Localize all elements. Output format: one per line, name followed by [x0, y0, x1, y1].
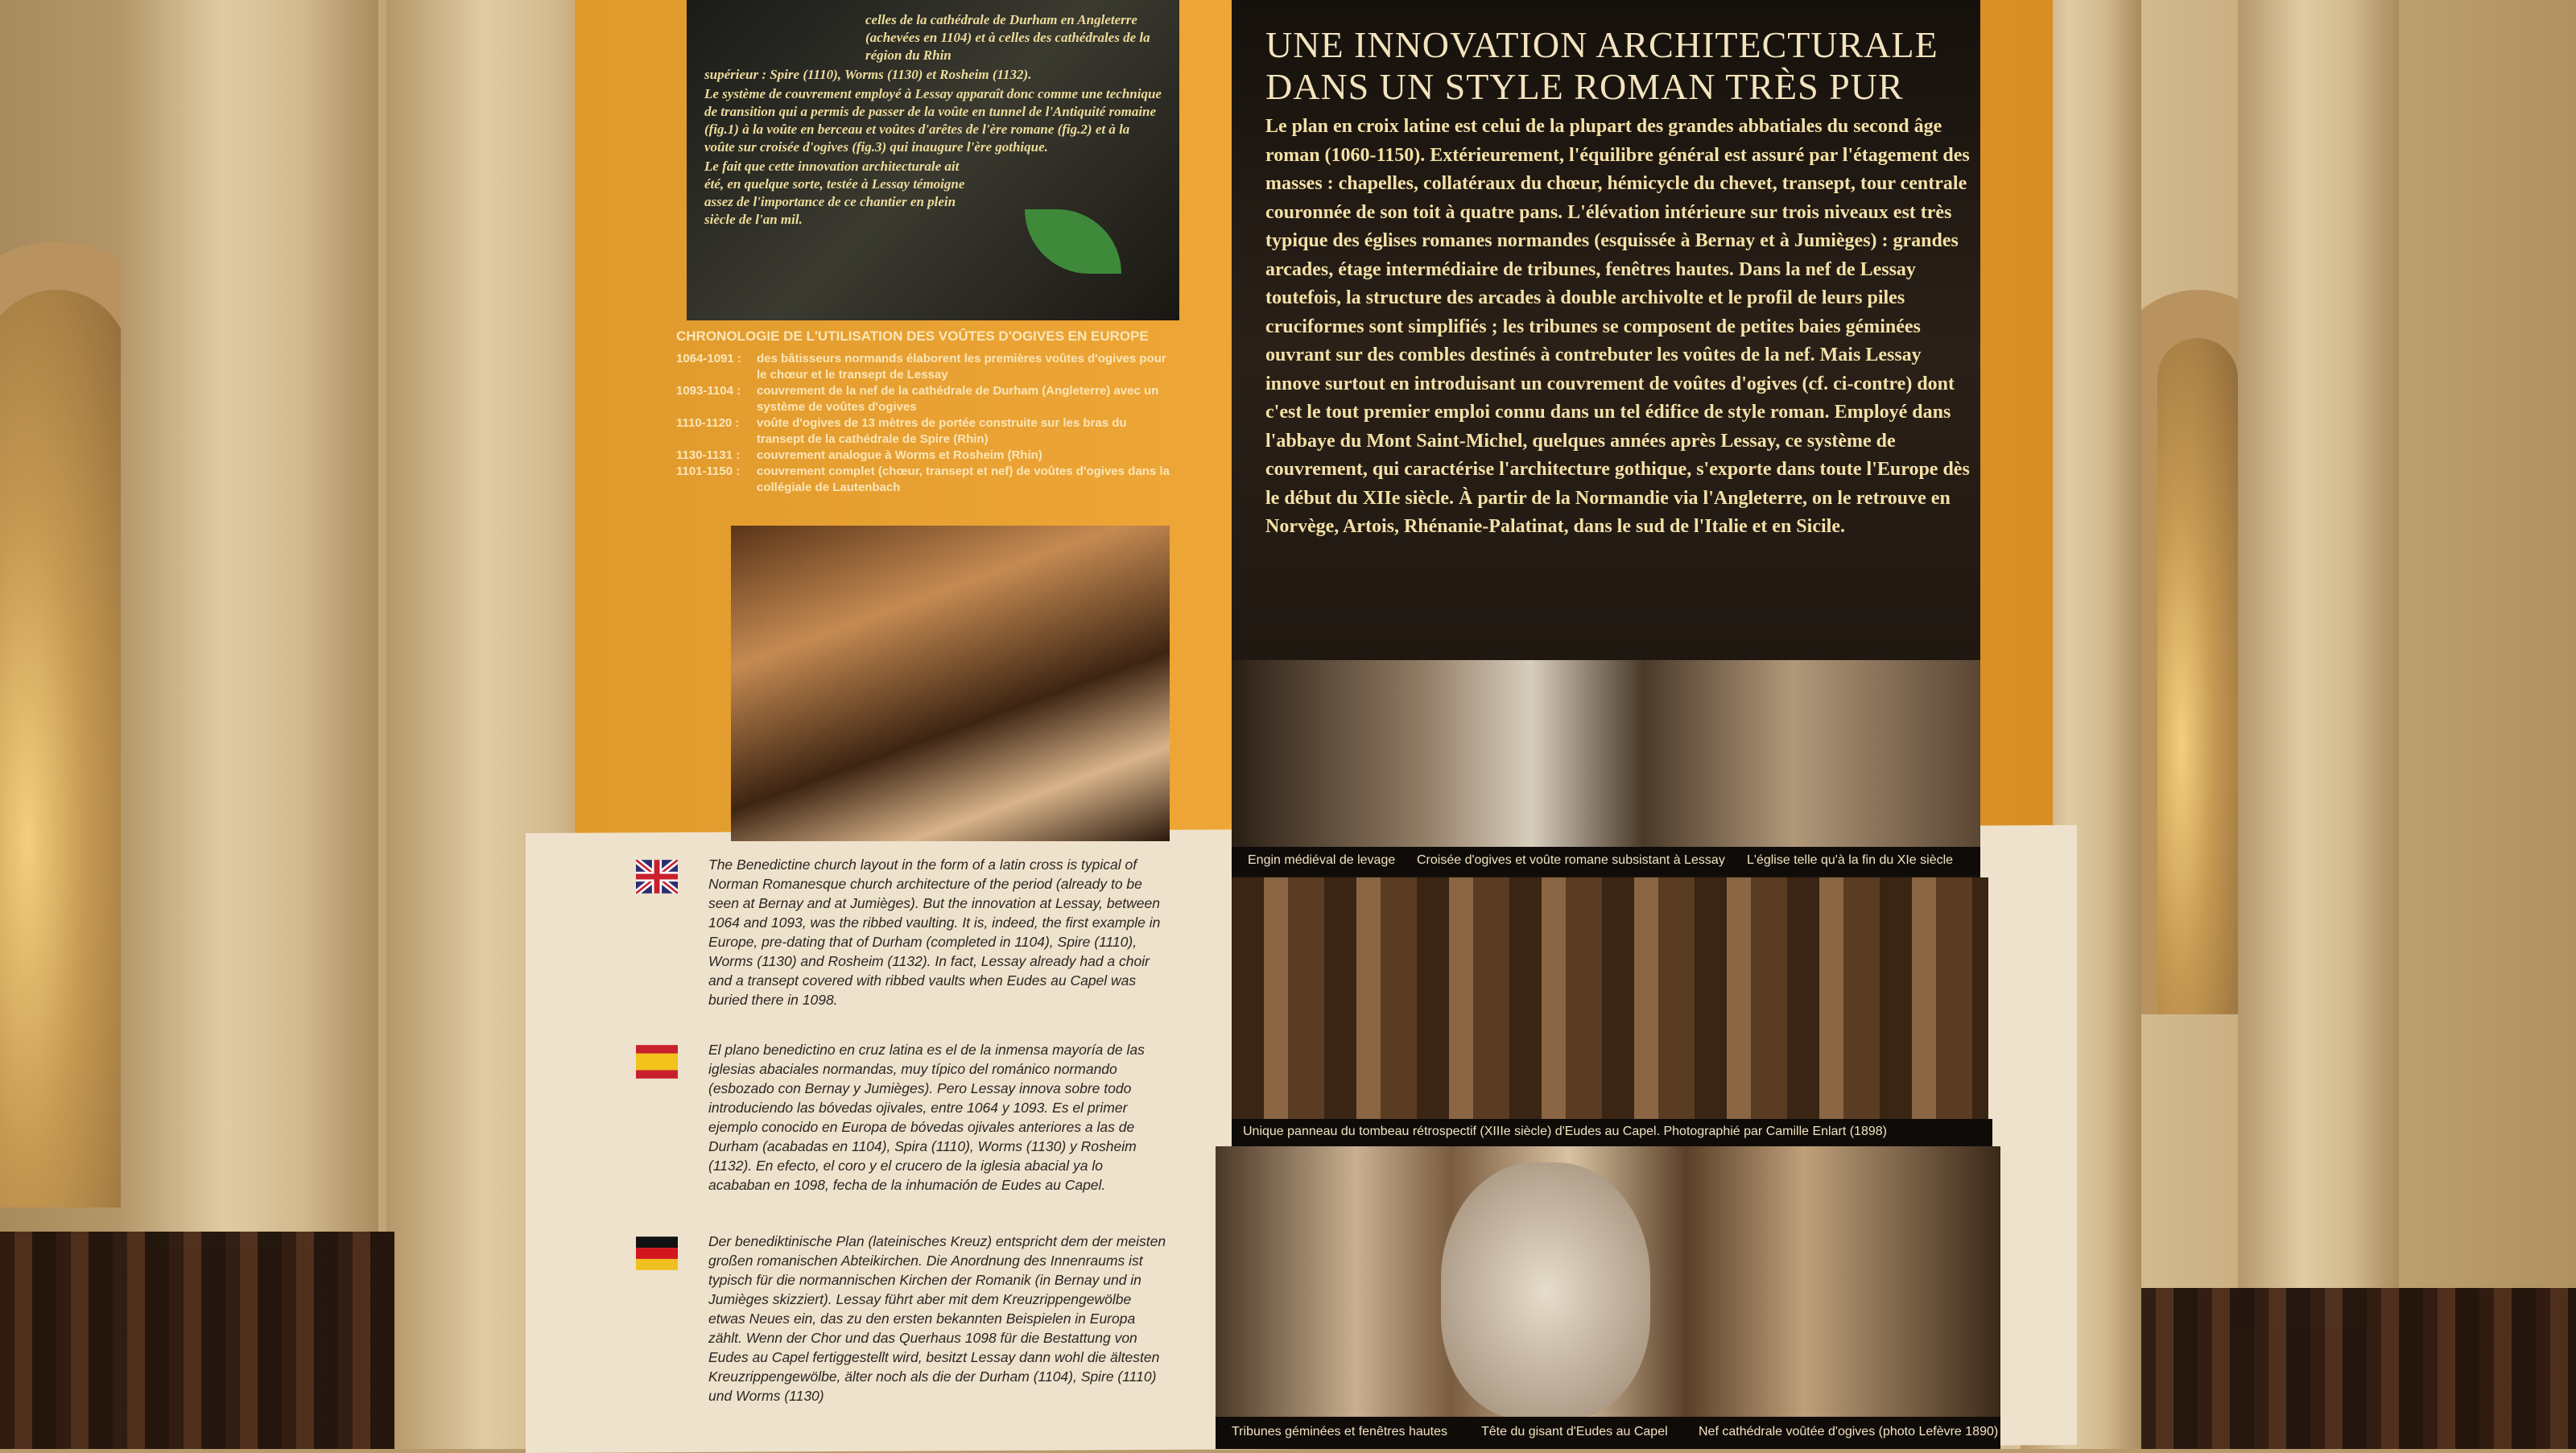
intro-paragraph: supérieur : Spire (1110), Worms (1130) et Rosheim (1132).: [704, 67, 1032, 82]
chronology-text: voûte d'ogives de 13 mètres de portée construite sur les bras du transept de la cathédrale de Spire (Rhin): [757, 416, 1127, 446]
chronology: [676, 328, 1175, 496]
translation-spanish: [636, 1040, 1167, 1195]
caption-bar: [1216, 1417, 2000, 1449]
chairs-left: [0, 1232, 394, 1449]
intro-paragraph: celles de la cathédrale de Durham en Angleterre (achevées en 1104) et à celles des cathédrales de la région du Rhin: [865, 12, 1150, 63]
chronology-text: couvrement analogue à Worms et Rosheim (Rhin): [757, 448, 1042, 462]
chronology-years: 1110-1120 :: [676, 416, 740, 430]
chronology-years: 1093-1104 :: [676, 384, 741, 398]
chronology-text: des bâtisseurs normands élaborent les premières voûtes d'ogives pour le chœur et le transept de Lessay: [757, 352, 1166, 382]
intro-paragraph: Le système de couvrement employé à Lessay apparaît donc comme une technique de transition qui a permis de passer de la voûte en tunnel de l'Antiquité romaine (fig.1) à la voûte en berceau et voûtes d'arêtes de l'ère romane (fig.2) et à la voûte sur croisée d'ogives (fig.3) qui inaugure l'ère gothique.: [704, 86, 1162, 155]
spain-flag-icon: [636, 1045, 678, 1079]
chronology-text: couvrement complet (chœur, transept et nef) de voûtes d'ogives dans la collégiale de Lautenbach: [757, 464, 1170, 494]
chronology-title: CHRONOLOGIE DE L'UTILISATION DES VOÛTES D'OGIVES EN EUROPE: [676, 328, 1149, 344]
intro-paragraph: Le fait que cette innovation architecturale ait été, en quelque sorte, testée à Lessay témoigne assez de l'importance de ce chantier en plein siècle de l'an mil.: [704, 159, 965, 227]
chronology-years: 1130-1131 :: [676, 448, 741, 462]
poster-title: [1265, 24, 1938, 108]
translation-text: Der benediktinische Plan (lateinisches Kreuz) entspricht dem der meisten großen romanischen Abteikirchen. Die Anordnung des Innenraums ist typisch für die normannischen Kirchen der Romanik (in Bernay und in Jumièges skizziert). Lessay führt aber mit dem Kreuzrippengewölbe etwas Neues ein, das zu den ersten bekannten Beispielen in Europa zählt. Wenn der Chor und das Querhaus 1098 für die Bestattung von Eudes au Capel fertiggestellt wird, besitzt Lessay dann wohl die ältesten Kreuzrippengewölbe, älter noch als die der Durham (1104), Spire (1110) und Worms (1130): [708, 1233, 1166, 1404]
translation-text: El plano benedictino en cruz latina es el de la inmensa mayoría de las iglesias abaciales normandas, muy típico del románico normando (esbozado con Bernay y Jumièges). Pero Lessay innova sobre todo introduciendo las bóvedas ojivales, entre 1064 y 1093. Es el primer ejemplo conocido en Europa de bóvedas ojivales anteriores a las de Durham (acabadas en 1104), Spira (1110), Worms (1130) y Rosheim (1132). En efecto, el coro y el crucero de la iglesia abacial ya lo acababan en 1098, fecha de la inhumación de Eudes au Capel.: [708, 1042, 1145, 1193]
photo-caption: Tête du gisant d'Eudes au Capel: [1481, 1425, 1668, 1439]
chronology-row: [676, 383, 1175, 415]
germany-flag-icon: [636, 1236, 678, 1270]
vault-photo-collage: [731, 526, 1170, 841]
translation-german: [636, 1232, 1167, 1406]
chronology-row: [676, 351, 1175, 383]
uk-flag-icon: [636, 860, 678, 894]
title-line-1: UNE INNOVATION ARCHITECTURALE: [1265, 24, 1938, 65]
caption-bar: [1232, 1119, 1992, 1146]
chronology-years: 1101-1150 :: [676, 464, 741, 478]
title-line-2: DANS UN STYLE ROMAN TRÈS PUR: [1265, 66, 1904, 107]
chronology-row: [676, 448, 1175, 464]
left-column: [121, 0, 378, 1248]
chronology-row: [676, 415, 1175, 448]
carved-tomb-panel-photo: [1232, 877, 1988, 1133]
main-body-text: Le plan en croix latine est celui de la plupart des grandes abbatiales du second âge roman (1060-1150). Extérieurement, l'équilibre général est assuré par l'étagement des masses : chapelles, collatéraux du chœur, hémicycle du chevet, transept, tour centrale couronnée de son toit à quatre pans. L'élévation intérieure sur trois niveaux est très typique des églises romanes normandes (esquissée à Bernay et à Jumièges) : grandes arcades, étage intermédiaire de tribunes, fenêtres hautes. Dans la nef de Lessay toutefois, la structure des arcades à double archivolte et le profil de leurs piles cruciformes sont simplifiés ; les tribunes se composent de petites baies géminées ouvrant sur des combles destinés à contrebuter les voûtes de la nef. Mais Lessay innove surtout en introduisant un couvrement de voûtes d'ogives (cf. ci-contre) dont c'est le tout premier emploi connu dans un tel édifice de style roman. Employé dans l'abbaye du Mont Saint-Michel, quelques années après Lessay, ce système de couvrement, qui caractérise l'architecture gothique, s'exporte dans toute l'Europe dès le début du XIIe siècle. À partir de la Normandie via l'Angleterre, on le retrouve en Norvège, Artois, Rhénanie-Palatinat, dans le sud de l'Italie et en Sicile.: [1265, 116, 1970, 537]
caption-bar: [1232, 847, 1980, 876]
translation-english: [636, 855, 1167, 1009]
gisant-head-photo: [1441, 1162, 1650, 1420]
chronology-text: couvrement de la nef de la cathédrale de Durham (Angleterre) avec un système de voûtes d'ogives: [757, 384, 1159, 414]
photo-caption: Unique panneau du tombeau rétrospectif (XIIIe siècle) d'Eudes au Capel. Photographié par Camille Enlart (1898): [1243, 1125, 1887, 1138]
photo-caption: Croisée d'ogives et voûte romane subsistant à Lessay: [1417, 853, 1725, 867]
photo-strip-bottom: [1216, 1146, 2000, 1417]
photo-caption: Tribunes géminées et fenêtres hautes: [1232, 1425, 1448, 1439]
translation-text: The Benedictine church layout in the form of a latin cross is typical of Norman Romanesque church architecture of the period (already to be seen at Bernay and at Jumièges). But the innovation at Lessay, between 1064 and 1093, was the ribbed vaulting. It is, indeed, the first example in Europe, pre-dating that of Durham (completed in 1104), Spire (1110), Worms (1130) and Rosheim (1132). In fact, Lessay already had a choir and a transept covered with ribbed vaults when Eudes au Capel was buried there in 1098.: [708, 857, 1161, 1008]
photo-caption: L'église telle qu'à la fin du XIe siècle: [1747, 853, 1954, 867]
photo-caption: Engin médiéval de levage: [1248, 853, 1396, 867]
chairs-right: [2141, 1288, 2576, 1449]
chronology-row: [676, 464, 1175, 496]
photo-strip-top: [1232, 660, 1980, 857]
intro-text-box: [687, 0, 1179, 320]
photo-caption: Nef cathédrale voûtée d'ogives (photo Lefèvre 1890): [1699, 1425, 1999, 1439]
vault-model-image: [1025, 209, 1121, 274]
chronology-years: 1064-1091 :: [676, 352, 741, 365]
right-column: [2238, 0, 2399, 1328]
